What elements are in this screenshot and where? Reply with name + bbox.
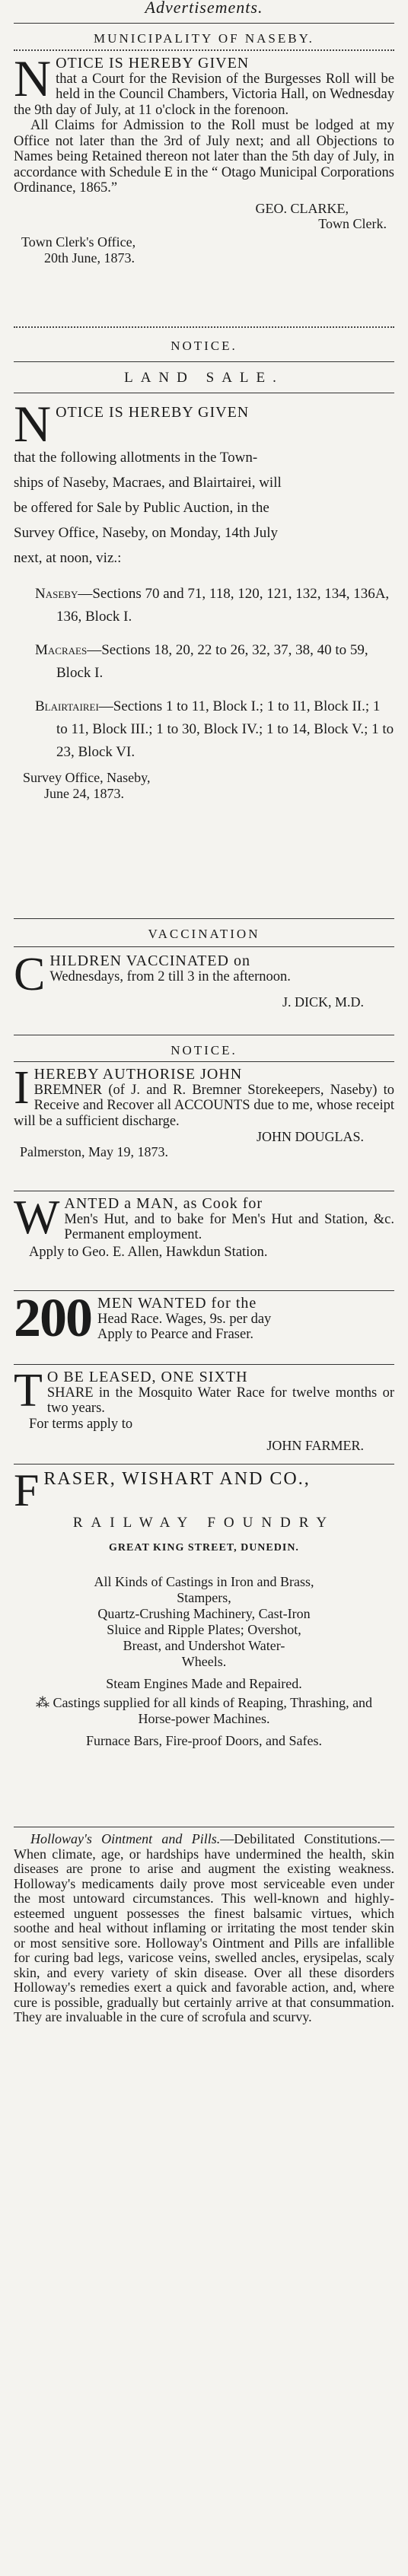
fraser-list-4: Breast, and Undershot Water-: [123, 1638, 285, 1653]
land-title: LAND SALE.: [124, 370, 284, 386]
naseby-opening: OTICE IS HEREBY GIVEN: [56, 55, 250, 72]
land-naseby-text: —Sections 70 and 71, 118, 120, 121, 132, 134, 136A, 136, Block I.: [56, 586, 390, 625]
wanted-200-body: Head Race. Wages, 9s. per day: [97, 1311, 272, 1327]
wanted-man-dropcap: W: [14, 1196, 60, 1244]
wanted-200-opening: MEN WANTED for the: [97, 1296, 257, 1312]
lease-dropcap: T: [14, 1369, 43, 1417]
divider: [14, 1464, 394, 1465]
land-line-5: next, at noon, viz.:: [14, 550, 122, 566]
douglas-body: BREMNER (of J. and R. Bremner Storekeepers, Naseby) to Receive and Recover all ACCOUNTS due to me, whose receipt will be a sufficient discharge.: [14, 1082, 394, 1129]
divider: [14, 1061, 394, 1062]
naseby-dropcap: N: [14, 49, 52, 107]
holloway-body: —Debilitated Constitutions.—When climate, age, or hardships have undermined the health, skin diseases are prone to arise and augment the existing weakness. Holloway's medicaments daily prove most serviceable even under the most untoward circumstances. This well-known and highly-esteemed unguent possesses the finest balsamic virtues, which soothe and heal without inflaming or irritating the most tender skin or most sensitive sore. Holloway's Ointment and Pills are infallible for curing bad legs, varicose veins, swelled ancles, erysipelas, scaly skin, and every variety of skin disease. Over all these disorders Holloway's remedies exert a quick and favorable action, and, where cure is possible, gradually but certainly arrive at that consummation. They are invaluable in the cure of scrofula and scurvy.: [14, 1832, 394, 2024]
land-line-4: Survey Office, Naseby, on Monday, 14th July: [14, 525, 279, 541]
naseby-signer: GEO. CLARKE,: [255, 200, 349, 216]
lease-body: SHARE in the Mosquito Water Race for twelve months or two years.: [46, 1385, 394, 1416]
fraser-castings: [14, 1692, 394, 1727]
lease-ad: [14, 1369, 394, 1459]
naseby-header: MUNICIPALITY OF NASEBY.: [94, 31, 314, 46]
wanted-man-opening: ANTED a MAN, as Cook for: [64, 1196, 263, 1212]
douglas-signer: JOHN DOUGLAS.: [256, 1129, 364, 1144]
douglas-notice-label: NOTICE.: [171, 1043, 237, 1057]
fraser-list-5: Wheels.: [181, 1654, 227, 1669]
fraser-list-0: All Kinds of Castings in Iron and Brass,: [94, 1574, 314, 1589]
wanted-man-body: Men's Hut, and to bake for Men's Hut and Station, &c. Permanent employment.: [64, 1211, 394, 1242]
land-dropcap: N: [14, 395, 52, 453]
naseby-signer-title: Town Clerk.: [318, 215, 387, 231]
vaccination-opening: HILDREN VACCINATED on: [49, 952, 250, 969]
wanted-200-number: 200: [14, 1296, 91, 1348]
wanted-200-apply: Apply to Pearce and Fraser.: [97, 1327, 253, 1342]
land-blairtairei-text: —Sections 1 to 11, Block I.; 1 to 11, Block II.; 1 to 11, Block III.; 1 to 30, Block IV.; 1 to 14, Block V.; 1 to 23, Block VI.: [56, 698, 394, 760]
fraser-foundry: RAILWAY FOUNDRY: [72, 1515, 336, 1531]
land-place: Survey Office, Naseby,: [23, 770, 151, 785]
lease-opening: O BE LEASED, ONE SIXTH: [46, 1369, 248, 1385]
holloway-title: Holloway's Ointment and Pills.: [30, 1832, 221, 1846]
lease-signer: JOHN FARMER.: [266, 1438, 364, 1453]
divider: [14, 326, 394, 328]
fraser-street: GREAT KING STREET, DUNEDIN.: [109, 1542, 299, 1554]
land-opening: OTICE IS HEREBY GIVEN: [56, 404, 250, 421]
naseby-place: Town Clerk's Office,: [21, 234, 136, 250]
douglas-opening: HEREBY AUTHORISE JOHN: [33, 1066, 243, 1083]
holloway-text: [14, 1832, 394, 2025]
vaccination-notice: [14, 924, 394, 1030]
fraser-foundry-ad: [14, 1469, 394, 1822]
land-line-3: be offered for Sale by Public Auction, in the: [14, 500, 269, 516]
divider: [14, 361, 394, 362]
land-line-1: that the following allotments in the Town-: [14, 450, 258, 466]
land-blairtairei-sections: [14, 695, 394, 764]
douglas-notice: [14, 1040, 394, 1186]
land-date: June 24, 1873.: [44, 786, 124, 801]
land-macraes-label: Macraes: [35, 642, 88, 658]
wanted-man-apply: Apply to Geo. E. Allen, Hawkdun Station.: [29, 1244, 268, 1260]
asterism-icon: ⁂: [35, 1695, 53, 1710]
divider: [14, 1364, 394, 1365]
fraser-castings-text: Castings supplied for all kinds of Reaping, Thrashing, and Horse-power Machines.: [53, 1695, 373, 1726]
fraser-dropcap: F: [14, 1469, 40, 1515]
naseby-body-2: All Claims for Admission to the Roll must be lodged at my Office not later than the 3rd of July next; and all Objections to Names being Retained thereon not later than the 5th day of July, in accordance with Schedule E in the “ Otago Municipal Corporations Ordinance, 1865.”: [14, 118, 394, 196]
land-blairtairei-label: Blairtairei: [35, 698, 99, 714]
land-notice-label: NOTICE.: [171, 339, 237, 353]
fraser-opening: RASER, WISHART AND CO.,: [43, 1469, 311, 1489]
vaccination-header: VACCINATION: [148, 927, 260, 941]
divider: [14, 918, 394, 919]
land-line-2: ships of Naseby, Macraes, and Blairtairei, will: [14, 475, 282, 491]
naseby-date: 20th June, 1873.: [44, 250, 135, 266]
vaccination-dropcap: C: [14, 949, 46, 1000]
fraser-list-3: Sluice and Ripple Plates; Overshot,: [107, 1622, 301, 1637]
vaccination-signer: J. DICK, M.D.: [282, 994, 364, 1010]
wanted-200-ad: [14, 1296, 394, 1360]
vaccination-body: Wednesdays, from 2 till 3 in the afternoon.: [49, 968, 291, 984]
land-macraes-text: —Sections 18, 20, 22 to 26, 32, 37, 38, 40 to 59, Block I.: [56, 642, 368, 681]
douglas-dropcap: I: [14, 1062, 30, 1114]
wanted-man-ad: [14, 1196, 394, 1286]
land-sale: [14, 336, 394, 914]
divider: [14, 1290, 394, 1291]
douglas-place-date: Palmerston, May 19, 1873.: [20, 1144, 168, 1159]
fraser-list-2: Quartz-Crushing Machinery, Cast-Iron: [97, 1606, 311, 1621]
naseby-body-1: that a Court for the Revision of the Burgesses Roll will be held in the Council Chambers, Victoria Hall, on Wednesday the 9th day of July, at 11 o'clock in the forenoon.: [14, 71, 394, 118]
divider: [14, 49, 394, 51]
divider: [14, 946, 394, 947]
land-naseby-label: Naseby: [35, 586, 78, 602]
naseby-notice: [14, 28, 394, 319]
land-naseby-sections: [14, 583, 394, 628]
fraser-furnace: Furnace Bars, Fire-proof Doors, and Safes.: [86, 1733, 322, 1748]
land-macraes-sections: [14, 639, 394, 685]
fraser-list-1: Stampers,: [177, 1590, 231, 1605]
divider: [14, 23, 394, 24]
holloway-ad: [14, 1832, 394, 2110]
lease-terms: For terms apply to: [29, 1416, 133, 1432]
fraser-list-6: Steam Engines Made and Repaired.: [106, 1676, 302, 1691]
masthead: Advertisements.: [145, 0, 263, 17]
